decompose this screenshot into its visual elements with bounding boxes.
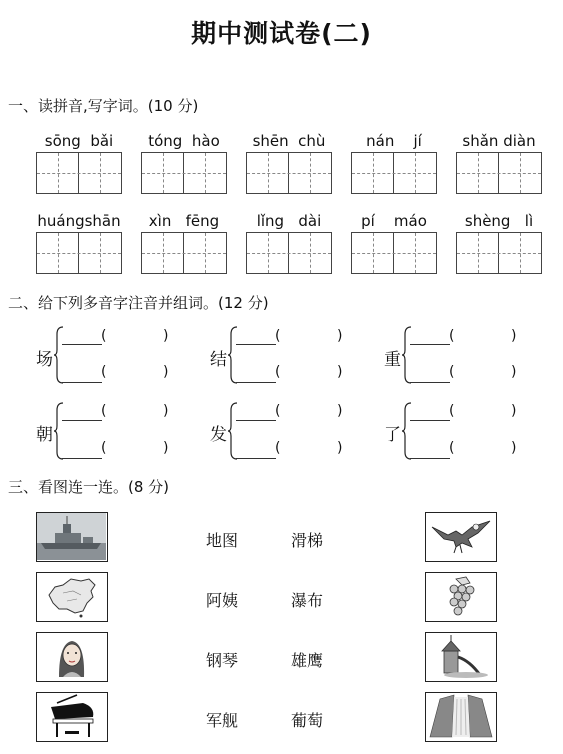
paren-close: ) [511,440,517,456]
slide-icon[interactable] [425,632,497,682]
paren-close: ) [337,403,343,419]
paren-open: ( [449,328,455,344]
pinyin-label: shǎn diàn [462,132,536,150]
paren-close: ) [163,364,169,380]
grapes-icon[interactable] [425,572,497,622]
paren-close: ) [163,328,169,344]
paren-close: ) [163,403,169,419]
page-title: 期中测试卷(二) [191,19,372,48]
paren-close: ) [337,328,343,344]
answer-line[interactable] [62,420,102,421]
writing-grid[interactable] [456,152,542,194]
word-right[interactable]: 瀑布 [291,591,324,610]
word-right[interactable]: 滑梯 [291,531,324,550]
warship-photo[interactable] [36,512,108,562]
word-right[interactable]: 雄鹰 [291,651,324,670]
answer-line[interactable] [410,458,450,459]
answer-line[interactable] [236,344,276,345]
paren-close: ) [511,328,517,344]
pinyin-label: lǐng dài [256,212,322,230]
paren-open: ( [101,440,107,456]
paren-open: ( [275,328,281,344]
answer-line[interactable] [62,344,102,345]
brace-icon [54,326,64,384]
answer-line[interactable] [62,458,102,459]
paren-open: ( [275,403,281,419]
polyphone-char: 了 [384,425,401,445]
word-left[interactable]: 地图 [206,531,239,550]
polyphone-char: 朝 [36,425,53,445]
polyphone-char: 发 [210,425,227,445]
paren-close: ) [337,440,343,456]
paren-open: ( [275,440,281,456]
pinyin-label: huángshān [37,212,121,230]
paren-close: ) [163,440,169,456]
paren-close: ) [511,364,517,380]
writing-grid[interactable] [36,232,122,274]
writing-grid[interactable] [351,232,437,274]
paren-open: ( [449,364,455,380]
eagle-icon[interactable] [425,512,497,562]
paren-open: ( [449,440,455,456]
section3-heading: 三、看图连一连。(8 分) [8,478,170,496]
writing-grid[interactable] [141,152,227,194]
pinyin-label: pí máo [361,212,427,230]
pinyin-label: shēn chù [252,132,326,150]
writing-grid[interactable] [246,152,332,194]
section1-heading: 一、读拼音,写字词。(10 分) [8,97,199,115]
brace-icon [54,402,64,460]
paren-open: ( [449,403,455,419]
section2-heading: 二、给下列多音字注音并组词。(12 分) [8,294,269,312]
word-right[interactable]: 葡萄 [291,711,324,730]
polyphone-char: 重 [384,350,401,370]
pinyin-label: sōng bǎi [44,132,114,150]
pinyin-label: tóng hào [148,132,220,150]
piano-icon[interactable] [36,692,108,742]
pinyin-label: shèng lì [464,212,534,230]
answer-line[interactable] [410,420,450,421]
answer-line[interactable] [236,458,276,459]
answer-line[interactable] [236,420,276,421]
word-left[interactable]: 阿姨 [206,591,239,610]
writing-grid[interactable] [36,152,122,194]
paren-open: ( [101,328,107,344]
word-left[interactable]: 军舰 [206,711,239,730]
word-left[interactable]: 钢琴 [206,651,239,670]
waterfall-icon[interactable] [425,692,497,742]
paren-open: ( [101,403,107,419]
paren-open: ( [101,364,107,380]
paren-open: ( [275,364,281,380]
writing-grid[interactable] [351,152,437,194]
writing-grid[interactable] [141,232,227,274]
brace-icon [228,326,238,384]
pinyin-label: nán jí [366,132,422,150]
answer-line[interactable] [236,382,276,383]
pinyin-label: xìn fēng [148,212,220,230]
paren-close: ) [511,403,517,419]
brace-icon [228,402,238,460]
polyphone-char: 场 [36,350,53,370]
brace-icon [402,402,412,460]
paren-close: ) [337,364,343,380]
brace-icon [402,326,412,384]
answer-line[interactable] [410,344,450,345]
china-map-icon[interactable] [36,572,108,622]
answer-line[interactable] [410,382,450,383]
answer-line[interactable] [62,382,102,383]
writing-grid[interactable] [456,232,542,274]
writing-grid[interactable] [246,232,332,274]
polyphone-char: 结 [210,350,227,370]
woman-portrait-icon[interactable] [36,632,108,682]
